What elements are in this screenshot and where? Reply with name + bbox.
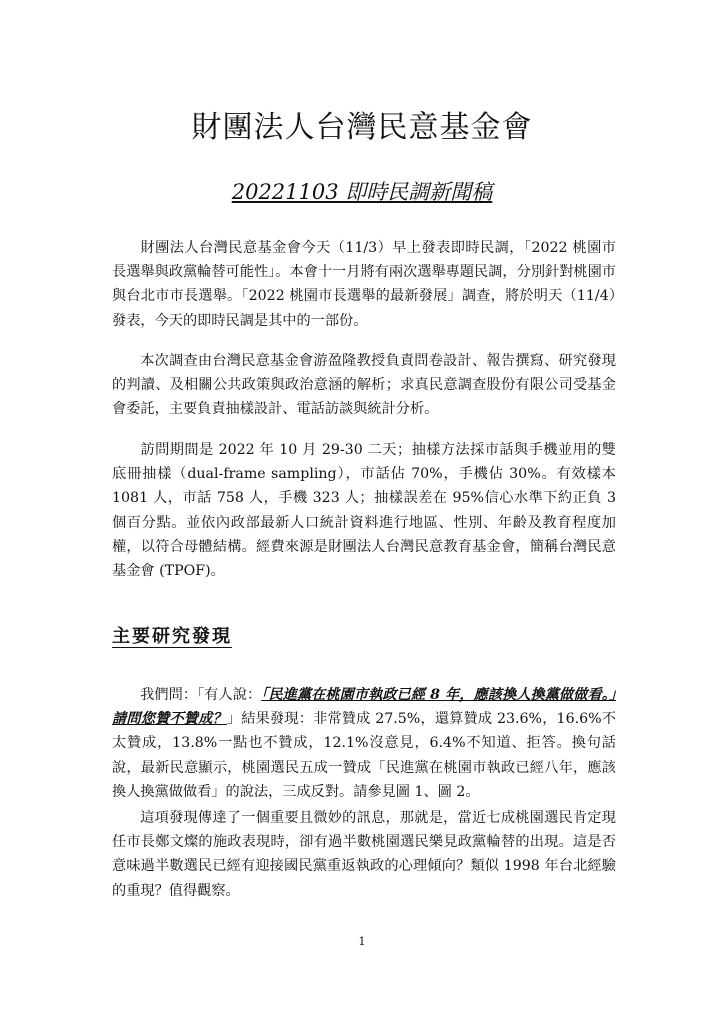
findings-lead: 我們問：「有人說： bbox=[140, 687, 262, 703]
findings-results: 」結果發現：非常贊成 27.5%，還算贊成 23.6%，16.6%不太贊成，13.8%一點也不贊成，12.1%沒意見，6.4%不知道、拒答。換句話說，最新民意顯示，桃園選民五成一贊成「民進黨在桃園市執政已經八年，應該換人換黨做做看」的說法，三成反對。請參見圖 1、圖 2。 bbox=[112, 711, 616, 800]
section-heading: 主要研究發現 bbox=[112, 626, 232, 647]
methodology-paragraph bbox=[112, 349, 616, 422]
analysis-paragraph bbox=[112, 806, 616, 903]
sampling-paragraph bbox=[112, 438, 616, 583]
analysis-text: 這項發現傳達了一個重要且微妙的訊息，那就是，當近七成桃園選民肯定現任市長鄭文燦的施政表現時，卻有過半數桃園選民樂見政黨輪替的出現。這是否意味過半數選民已經有迎接國民黨重返執政的心理傾向？類似 1998 年台北經驗的重現？值得觀察。 bbox=[112, 810, 616, 899]
sampling-text: 訪問期間是 2022 年 10 月 29-30 二天；抽樣方法採市話與手機並用的雙底冊抽樣（dual-frame sampling），市話佔 70%，手機佔 30%。有效樣本 1081 人，市話 758 人，手機 323 人；抽樣誤差在 95%信心水準下約正負 3 個百分點。並依內政部最新人口統計資料進行地區、性別、年齡及教育程度加權，以符合母體結構。經費來源是財團法人台灣民意教育基金會，簡稱台灣民意基金會 (TPOF)。 bbox=[112, 442, 616, 580]
methodology-text: 本次調查由台灣民意基金會游盈隆教授負責問卷設計、報告撰寫、研究發現的判讀、及相關公共政策與政治意涵的解析；求真民意調查股份有限公司受基金會委託，主要負責抽樣設計、電話訪談與統計分析。 bbox=[112, 353, 616, 418]
intro-text: 財團法人台灣民意基金會今天（11/3）早上發表即時民調，「2022 桃園市長選舉與政黨輪替可能性」。本會十一月將有兩次選舉專題民調，分別針對桃園市與台北市市長選舉。「2022 桃園市長選舉的最新發展」調查，將於明天（11/4）發表，今天的即時民調是其中的一部份。 bbox=[112, 240, 616, 329]
intro-paragraph bbox=[112, 236, 616, 333]
document-title: 財團法人台灣民意基金會 bbox=[191, 110, 533, 145]
press-release-subtitle: 20221103 即時民調新聞稿 bbox=[231, 180, 493, 204]
survey-question: 「民進黨在桃園市執政已經 8 年，應該換人換黨做做看。」請問您贊不贊成？ bbox=[112, 687, 616, 728]
findings-paragraph bbox=[112, 683, 616, 804]
page-number: 1 bbox=[358, 935, 366, 948]
